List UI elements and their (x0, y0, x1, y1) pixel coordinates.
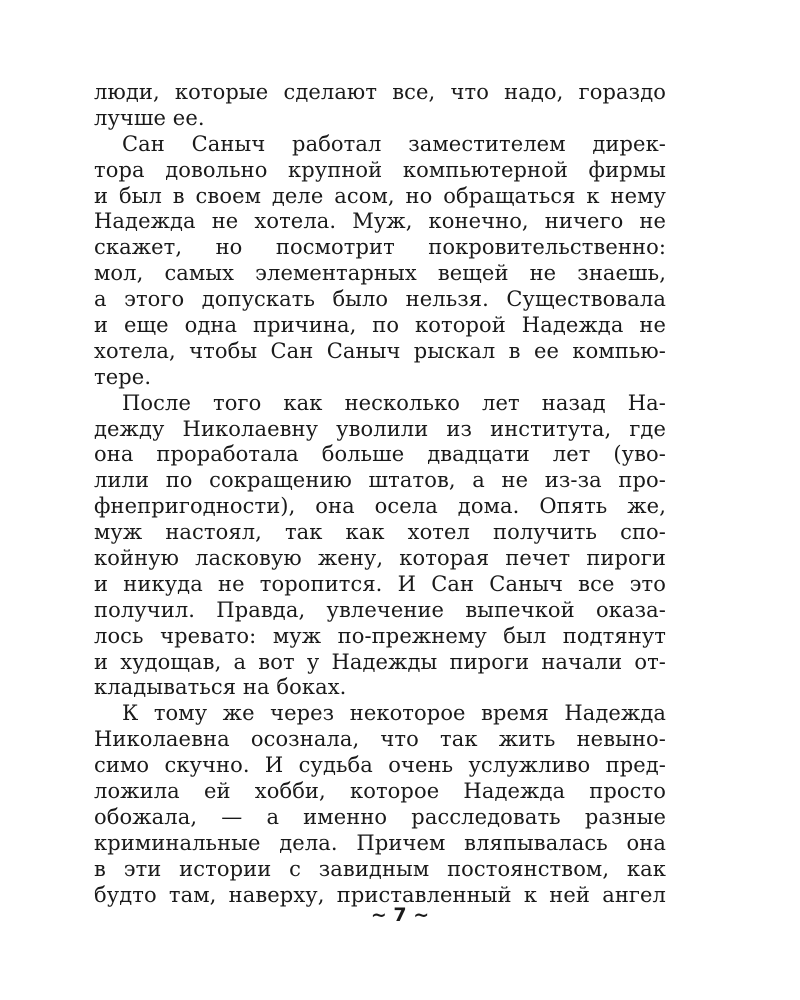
text-line: койную ласковую жену, которая печет пироги (94, 546, 666, 571)
text-line: тора довольно крупной компьютерной фирмы (94, 157, 666, 182)
text-line: дежду Николаевну уволили из института, где (94, 416, 666, 441)
text-line: будто там, наверху, приставленный к ней ангел (94, 882, 666, 907)
text-line: Сан Саныч работал заместителем дирек- (122, 131, 666, 156)
text-line: а этого допускать было нельзя. Существовала (94, 287, 666, 312)
text-line: она проработала больше двадцати лет (уво- (94, 442, 666, 467)
text-line: криминальные дела. Причем вляпывалась она (94, 830, 666, 855)
text-line: кладываться на боках. (94, 675, 347, 700)
text-line: мол, самых элементарных вещей не знаешь, (94, 261, 666, 286)
text-line: лось чревато: муж по-прежнему был подтянут (94, 623, 666, 648)
text-line: тере. (94, 364, 152, 389)
text-line: муж настоял, так как хотел получить спо- (94, 520, 666, 545)
text-line: хотела, чтобы Сан Саныч рыскал в ее компью- (94, 338, 666, 363)
text-line: обожала, — а именно расследовать разные (94, 804, 666, 829)
text-line: симо скучно. И судьба очень услужливо пред- (94, 753, 666, 778)
text-line: лучше ее. (94, 105, 205, 130)
text-line: ложила ей хобби, которое Надежда просто (94, 779, 666, 804)
text-line: и был в своем деле асом, но обращаться к нему (94, 183, 666, 208)
body-text (94, 80, 666, 909)
text-line: люди, которые сделают все, что надо, гораздо (94, 80, 666, 104)
text-line: лили по сокращению штатов, а не из-за про- (94, 468, 666, 493)
page-number: ~ 7 ~ (370, 904, 430, 926)
text-line: скажет, но посмотрит покровительственно: (94, 235, 666, 260)
text-line: и еще одна причина, по которой Надежда не (94, 313, 666, 338)
text-line: в эти истории с завидным постоянством, как (94, 856, 666, 881)
text-line: и худощав, а вот у Надежды пироги начали от- (94, 649, 666, 674)
text-line: К тому же через некоторое время Надежда (122, 701, 666, 726)
text-line: После того как несколько лет назад На- (122, 390, 666, 415)
text-line: Николаевна осознала, что так жить невыно- (94, 727, 666, 752)
text-line: получил. Правда, увлечение выпечкой оказа- (94, 597, 666, 622)
text-line: фнепригодности), она осела дома. Опять же, (94, 494, 666, 519)
text-line: и никуда не торопится. И Сан Саныч все это (94, 571, 666, 596)
text-line: Надежда не хотела. Муж, конечно, ничего не (94, 209, 666, 234)
